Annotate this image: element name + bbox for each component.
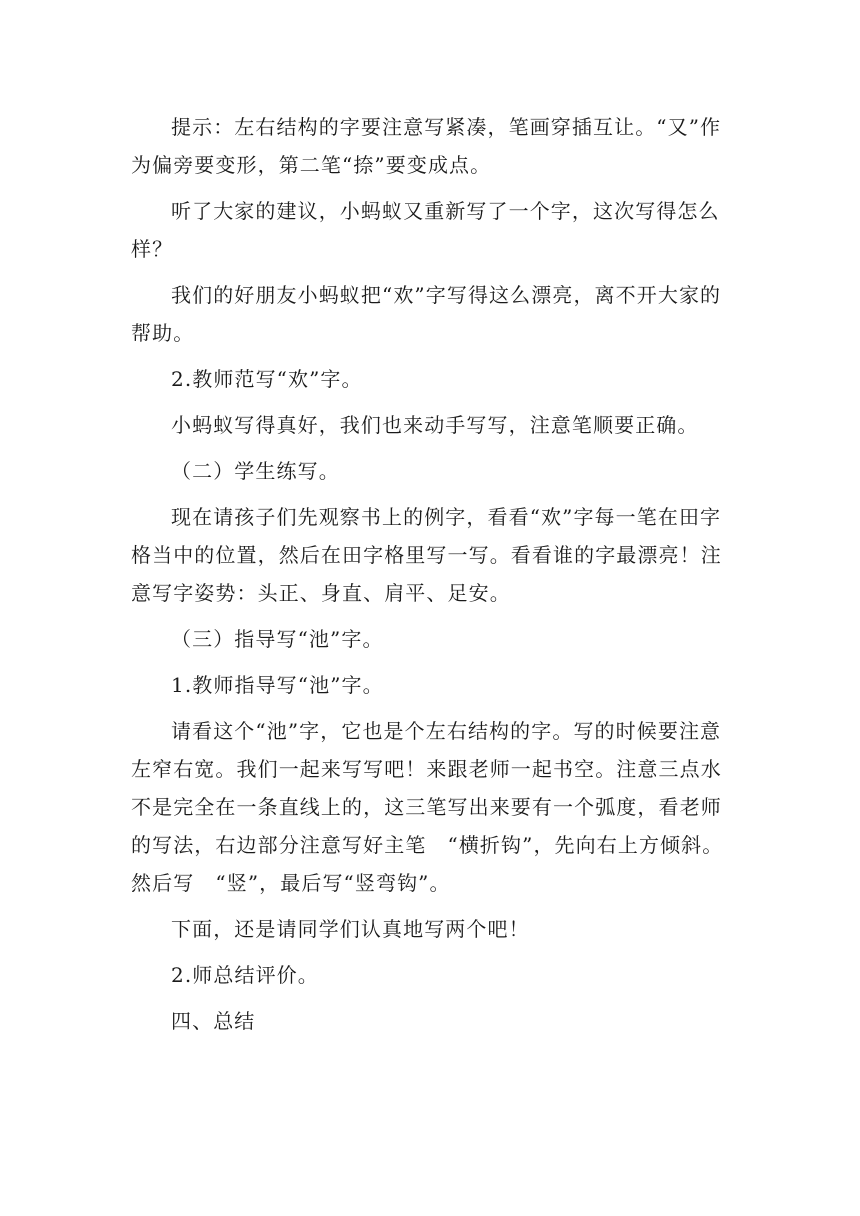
paragraph-friend: 我们的好朋友小蚂蚁把“欢”字写得这么漂亮，离不开大家的帮助。 — [131, 283, 722, 345]
paragraph-tip: 提示：左右结构的字要注意写紧凑，笔画穿插互让。“又”作为偏旁要变形，第二笔“捺”要变成点。 — [131, 115, 722, 177]
document-body — [131, 108, 731, 1048]
paragraph-teacher-guide-chi: 1.教师指导写“池”字。 — [171, 673, 384, 697]
section-heading-guide-chi: （三）指导写“池”字。 — [171, 627, 384, 651]
paragraph-suggestion: 听了大家的建议，小蚂蚁又重新写了一个字，这次写得怎么样？ — [131, 199, 720, 261]
section-heading-student-practice: （二）学生练写。 — [171, 459, 340, 483]
section-heading-summary: 四、总结 — [171, 1009, 256, 1033]
paragraph-evaluation: 2.师总结评价。 — [171, 963, 319, 987]
paragraph-teacher-demo-huan: 2.教师范写“欢”字。 — [171, 367, 363, 391]
paragraph-write-two: 下面，还是请同学们认真地写两个吧！ — [171, 917, 530, 941]
paragraph-observe: 现在请孩子们先观察书上的例字，看看“欢”字每一笔在田字格当中的位置，然后在田字格里写一写。看看谁的字最漂亮！注意写字姿势：头正、身直、肩平、足安。 — [131, 505, 722, 605]
paragraph-stroke-order: 小蚂蚁写得真好，我们也来动手写写，注意笔顺要正确。 — [171, 413, 699, 437]
paragraph-chi-explanation: 请看这个“池”字，它也是个左右结构的字。写的时候要注意左窄右宽。我们一起来写写吧！来跟老师一起书空。注意三点水不是完全在一条直线上的，这三笔写出来要有一个弧度，看老师的写法，右边部分注意写好主笔 “横折钩”，先向右上方倾斜。然后写 “竖”，最后写“竖弯钩”。 — [131, 719, 724, 895]
